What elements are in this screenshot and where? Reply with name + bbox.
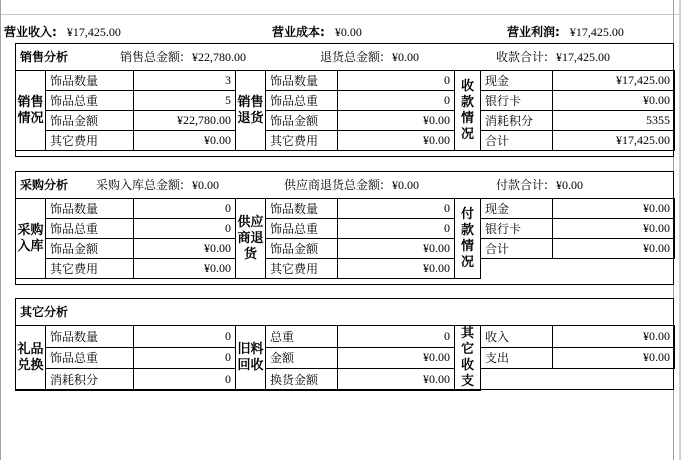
table-cell: ¥0.00 <box>338 259 455 279</box>
table-cell: ¥22,780.00 <box>134 111 236 131</box>
table-cell: ¥0.00 <box>338 131 455 151</box>
table-cell: ¥0.00 <box>553 199 675 219</box>
supplier-return-value: ¥0.00 <box>392 178 420 192</box>
table-cell: 现金 <box>481 71 553 91</box>
other-header <box>16 299 673 325</box>
table-cell: ¥0.00 <box>134 259 236 279</box>
table-cell: ¥0.00 <box>134 131 236 151</box>
purchase-in-total <box>96 172 219 198</box>
table-cell: ¥0.00 <box>338 239 455 259</box>
income-value: ¥17,425.00 <box>66 25 121 39</box>
sales-receipt-total-label: 收款合计: <box>496 50 549 64</box>
table-cell: 饰品金额 <box>46 111 134 131</box>
table-cell: 0 <box>338 199 455 219</box>
table-cell: 0 <box>338 219 455 239</box>
gift-exchange-side-label: 礼品兑换 <box>16 326 46 391</box>
payment-total <box>496 172 583 198</box>
table-cell: 收入 <box>481 326 553 348</box>
table-cell: 5 <box>134 91 236 111</box>
profit-label: 营业利润: <box>507 25 560 39</box>
sales-returns-side-label: 销售退货 <box>236 71 266 151</box>
table-cell: ¥17,425.00 <box>553 131 675 151</box>
sales-section <box>15 43 674 157</box>
table-cell: 其它费用 <box>266 259 338 279</box>
table-cell: 饰品总重 <box>266 219 338 239</box>
sales-total <box>120 44 246 70</box>
table-cell: 饰品数量 <box>46 326 134 348</box>
table-cell: ¥0.00 <box>553 91 675 111</box>
payment-total-label: 付款合计: <box>496 178 549 192</box>
table-cell: 总重 <box>266 326 338 348</box>
empty-cell <box>481 369 675 391</box>
top-edge <box>0 0 681 15</box>
table-cell: ¥0.00 <box>553 219 675 239</box>
supplier-return-side-label: 供应商退货 <box>236 199 266 279</box>
table-cell: 0 <box>134 219 236 239</box>
table-cell: 0 <box>134 347 236 369</box>
table-cell: 0 <box>338 91 455 111</box>
table-cell: 饰品总重 <box>46 91 134 111</box>
table-cell: ¥0.00 <box>338 111 455 131</box>
purchase-in-side-label: 采购入库 <box>16 199 46 279</box>
sales-table <box>15 70 675 151</box>
sales-return-total-label: 退货总金额: <box>320 50 385 64</box>
purchase-table <box>15 198 675 279</box>
table-cell: 0 <box>134 199 236 219</box>
table-cell: 其它费用 <box>46 259 134 279</box>
table-cell: 金额 <box>266 347 338 369</box>
cost-summary <box>272 24 362 40</box>
table-cell: 合计 <box>481 131 553 151</box>
sales-receipt-total-value: ¥17,425.00 <box>556 50 611 64</box>
sales-return-total-value: ¥0.00 <box>392 50 420 64</box>
table-cell: 消耗积分 <box>481 111 553 131</box>
table-cell: ¥0.00 <box>134 239 236 259</box>
table-cell: ¥0.00 <box>553 239 675 259</box>
purchase-title: 采购分析 <box>20 178 69 192</box>
table-cell: 0 <box>134 369 236 391</box>
profit-summary <box>507 24 624 40</box>
other-title: 其它分析 <box>20 305 69 319</box>
sales-situation-side-label: 销售情况 <box>16 71 46 151</box>
supplier-return-total <box>284 172 419 198</box>
table-cell: 饰品数量 <box>266 71 338 91</box>
sales-header <box>16 44 673 70</box>
table-cell: ¥0.00 <box>553 347 675 369</box>
table-cell: 饰品总重 <box>266 91 338 111</box>
income-summary <box>4 24 121 40</box>
table-cell: 饰品金额 <box>266 239 338 259</box>
table-cell: 饰品数量 <box>46 199 134 219</box>
table-cell: ¥0.00 <box>553 326 675 348</box>
table-cell: ¥0.00 <box>338 347 455 369</box>
table-cell: 其它费用 <box>266 131 338 151</box>
cost-label: 营业成本: <box>272 25 325 39</box>
table-cell: 银行卡 <box>481 91 553 111</box>
table-cell: 消耗积分 <box>46 369 134 391</box>
purchase-header <box>16 172 673 198</box>
empty-cell <box>481 259 675 279</box>
table-cell: 3 <box>134 71 236 91</box>
table-cell: 饰品数量 <box>266 199 338 219</box>
table-cell: 饰品总重 <box>46 219 134 239</box>
sales-total-label: 销售总金额: <box>120 50 185 64</box>
other-inout-side-label: 其它收支 <box>455 326 481 391</box>
left-border <box>0 0 1 460</box>
table-cell: 5355 <box>553 111 675 131</box>
table-cell: 银行卡 <box>481 219 553 239</box>
table-cell: ¥17,425.00 <box>553 71 675 91</box>
other-section <box>15 298 674 390</box>
sales-total-value: ¥22,780.00 <box>192 50 247 64</box>
income-label: 营业收入: <box>4 25 57 39</box>
old-material-side-label: 旧料回收 <box>236 326 266 391</box>
sales-title: 销售分析 <box>20 50 69 64</box>
table-cell: 换货金额 <box>266 369 338 391</box>
table-cell: 饰品数量 <box>46 71 134 91</box>
table-cell: 0 <box>338 326 455 348</box>
purchase-section <box>15 171 674 285</box>
other-table <box>15 325 675 391</box>
table-cell: 饰品金额 <box>46 239 134 259</box>
cost-value: ¥0.00 <box>334 25 362 39</box>
table-cell: 支出 <box>481 347 553 369</box>
table-cell: 饰品金额 <box>266 111 338 131</box>
sales-return-total <box>320 44 419 70</box>
table-cell: 0 <box>338 71 455 91</box>
supplier-return-label: 供应商退货总金额: <box>284 178 385 192</box>
profit-value: ¥17,425.00 <box>569 25 624 39</box>
table-cell: 0 <box>134 326 236 348</box>
table-cell: 现金 <box>481 199 553 219</box>
payment-side-label: 付款情况 <box>455 199 481 279</box>
table-cell: 其它费用 <box>46 131 134 151</box>
table-cell: 合计 <box>481 239 553 259</box>
table-cell: ¥0.00 <box>338 369 455 391</box>
payment-total-value: ¥0.00 <box>556 178 584 192</box>
purchase-in-value: ¥0.00 <box>192 178 220 192</box>
table-cell: 饰品总重 <box>46 347 134 369</box>
sales-receipt-total <box>496 44 610 70</box>
sales-receipts-side-label: 收款情况 <box>455 71 481 151</box>
purchase-in-label: 采购入库总金额: <box>96 178 185 192</box>
